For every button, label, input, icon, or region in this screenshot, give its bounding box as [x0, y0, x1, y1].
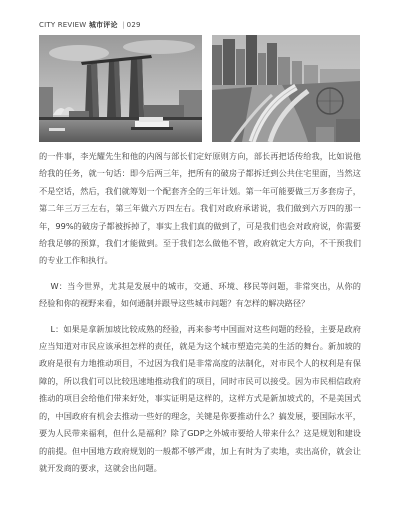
marina-bay-photo [39, 35, 202, 142]
section-name: CITY REVIEW [39, 21, 87, 29]
paragraph-1: 的一件事，李光耀先生和他的内阁与部长们定好原则方向，部长再把话传给我，比如说他给我的任务，就一句话：即今后两三年，把所有的破房子都拆迁到公共住宅里面，当然这不是空话，然后，我们就筹划一个配套齐全的三年计划。第一年可能要做三万多套房子，第二年三万三左右，第三年做六万四左右。我们对政府承诺说，我们做到六万四的那一年，99%的破房子都被拆掉了，事实上我们真的做到了，可是我们也会对政府说，你需要给我足够的预算，我们才能做到。至于我们怎么做他不管，政府就定大方向，不干预我们的专业工作和执行。 [39, 151, 361, 266]
section-name-cn: 城市评论 [88, 21, 118, 29]
article-body [39, 148, 361, 477]
aerial-city-photo [212, 35, 360, 142]
page-header [39, 20, 141, 30]
header-separator: | [122, 21, 125, 29]
paragraph-2: W：当今世界，尤其是发展中的城市，交通、环境、移民等问题，非常突出，从你的经验和你的视野来看，如何通制并跟导这些城市问题？有怎样的解决路径？ [39, 280, 361, 309]
paragraph-3: L：如果是拿新加坡比较成熟的经验，再来参考中国面对这些问题的经验，主要是政府应当知道对市民应该承担怎样的责任，就是为这个城市塑造完美的生活的舞台。新加坡的政府是很有力地推动项目，不过因为我们是非常高度的法制化，对市民个人的权利是有保障的，所以我们可以比较迅速地推动我们的项目，同时市民可以接受。因为市民相信政府推动的项目会给他们带来好处，事实证明是这样的，这样方式是新加坡式的，不是美国式的，中国政府有机会去推动一些好的理念，关键是你要推动什么？搞发展，要国际水平，要为人民带来福利，但什么是福利？除了GDP之外城市要给人带来什么？这是规划和建设的前提。但中国地方政府规划的一般都不够严肃，加上有时为了卖地，卖出高价，就会让就开发商的要求，这就会出问题。 [39, 323, 361, 473]
page-number: 029 [126, 21, 141, 29]
